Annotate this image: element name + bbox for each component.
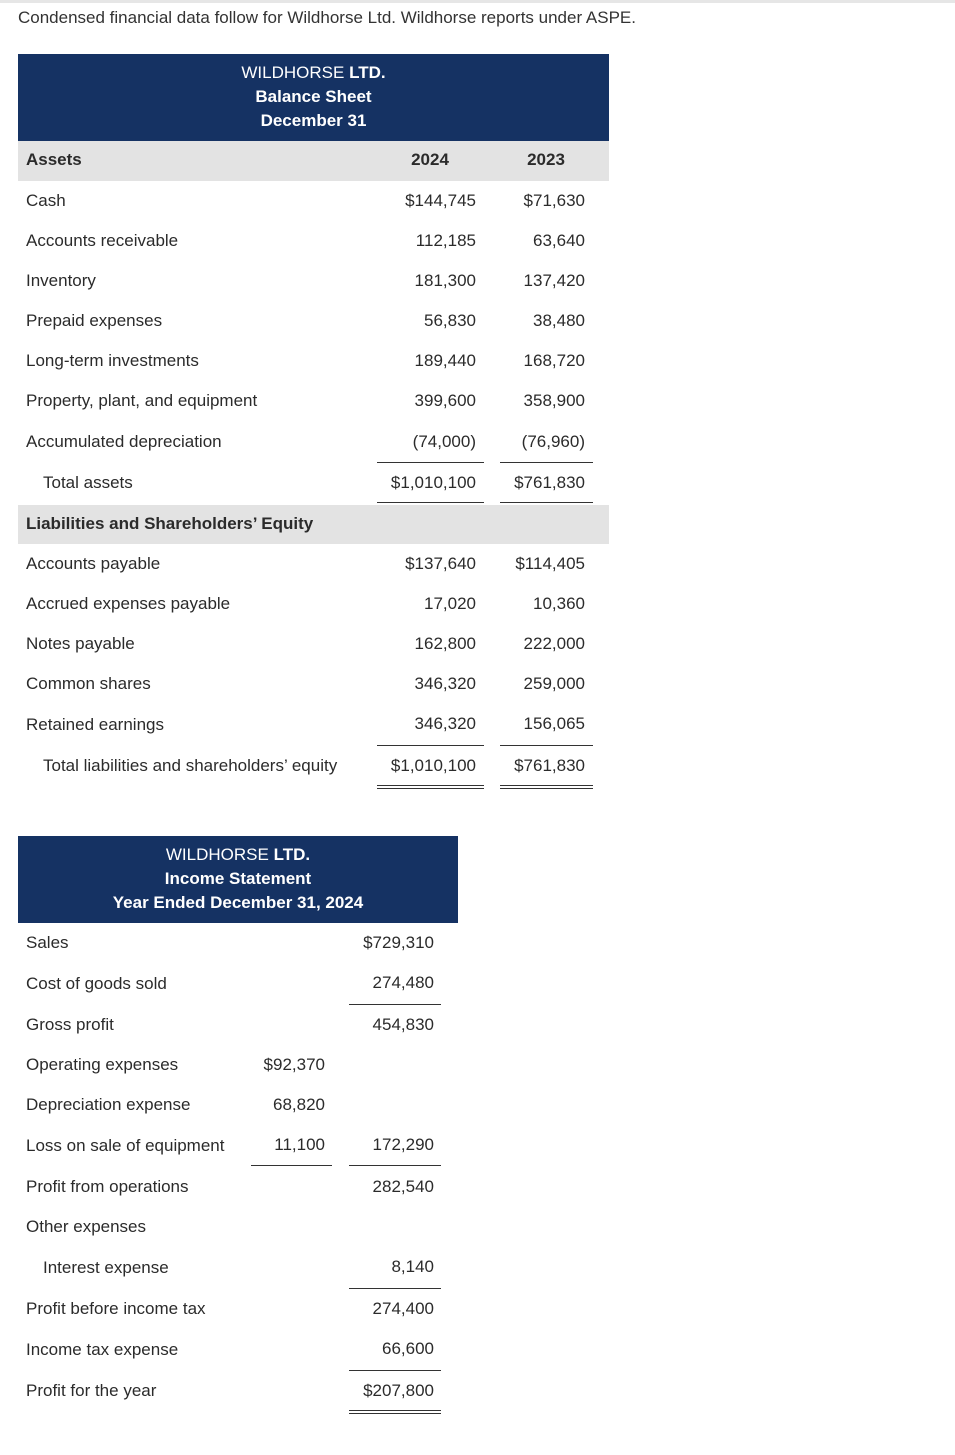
is-outer-value: 8,140 xyxy=(391,1257,434,1276)
bs-value-2024: 189,440 xyxy=(414,351,476,370)
is-row-label: Loss on sale of equipment xyxy=(26,1136,225,1155)
bs-row-label: Long-term investments xyxy=(26,351,199,370)
bs-row-label: Notes payable xyxy=(26,634,135,653)
bs-row-label: Prepaid expenses xyxy=(26,311,163,330)
bs-value-2024: 112,185 xyxy=(415,231,476,250)
is-title: Income Statement xyxy=(164,869,312,888)
balance-sheet-header xyxy=(18,54,609,141)
is-row-label: Income tax expense xyxy=(26,1340,179,1359)
subtotal-rule xyxy=(349,1004,441,1005)
bs-value-2024: 162,800 xyxy=(414,634,476,653)
subtotal-rule xyxy=(377,462,484,463)
bs-value-2024: 346,320 xyxy=(414,714,476,733)
is-outer-value: 172,290 xyxy=(372,1135,434,1154)
bs-value-2024: 399,600 xyxy=(414,391,476,410)
is-row-label: Interest expense xyxy=(43,1258,169,1277)
is-row-label: Depreciation expense xyxy=(26,1095,191,1114)
bs-row-label: Accounts receivable xyxy=(26,231,179,250)
subtotal-rule xyxy=(349,1370,441,1371)
total-liabilities-2024: $1,010,100 xyxy=(390,756,476,775)
bs-value-2023: 259,000 xyxy=(523,674,585,693)
bs-value-2023: 358,900 xyxy=(523,391,585,410)
is-inner-value: $92,370 xyxy=(263,1055,325,1074)
is-outer-value: 66,600 xyxy=(382,1339,434,1358)
bs-value-2023: 168,720 xyxy=(523,351,585,370)
bs-row-label: Common shares xyxy=(26,674,151,693)
bs-value-2024: 181,300 xyxy=(414,271,476,290)
assets-heading: Assets xyxy=(26,150,82,169)
bs-value-2023: 156,065 xyxy=(523,714,585,733)
is-company: WILDHORSE LTD. xyxy=(165,845,311,864)
bs-value-2024: $144,745 xyxy=(405,191,476,210)
subtotal-rule xyxy=(500,462,593,463)
bs-value-2023: $71,630 xyxy=(523,191,585,210)
bs-value-2024: 17,020 xyxy=(424,594,476,613)
total-double-rule xyxy=(500,785,593,789)
bs-value-2023: 10,360 xyxy=(533,594,585,613)
is-row-label: Profit from operations xyxy=(26,1177,189,1196)
bs-value-2023: $114,405 xyxy=(515,554,585,573)
subtotal-rule xyxy=(500,745,593,746)
is-period: Year Ended December 31, 2024 xyxy=(112,893,364,912)
total-assets-label: Total assets xyxy=(43,473,133,492)
total-assets-2023: $761,830 xyxy=(514,473,585,492)
bs-value-2024: (74,000) xyxy=(412,432,476,451)
is-row-label: Operating expenses xyxy=(26,1055,179,1074)
is-row-label: Cost of goods sold xyxy=(26,974,167,993)
bs-row-label: Inventory xyxy=(26,271,96,290)
bs-value-2024: 346,320 xyxy=(414,674,476,693)
bs-value-2023: 63,640 xyxy=(533,231,585,250)
is-outer-value: 454,830 xyxy=(372,1015,434,1034)
col-2023-heading: 2023 xyxy=(527,150,565,169)
bs-value-2023: 38,480 xyxy=(533,311,585,330)
bs-value-2023: (76,960) xyxy=(521,432,585,451)
bs-value-2023: 137,420 xyxy=(523,271,585,290)
is-outer-value: $207,800 xyxy=(363,1381,434,1400)
income-statement-header xyxy=(18,836,458,923)
bs-title: Balance Sheet xyxy=(255,87,372,106)
is-outer-value: $729,310 xyxy=(363,933,434,952)
bs-row-label: Retained earnings xyxy=(26,715,164,734)
bs-company: WILDHORSE LTD. xyxy=(241,63,386,82)
is-row-label: Profit before income tax xyxy=(26,1299,206,1318)
bs-value-2023: 222,000 xyxy=(523,634,585,653)
subtotal-rule xyxy=(349,1165,441,1166)
is-inner-value: 68,820 xyxy=(273,1095,325,1114)
bs-date: December 31 xyxy=(260,111,367,130)
bs-value-2024: $137,640 xyxy=(405,554,476,573)
is-outer-value: 274,400 xyxy=(372,1299,434,1318)
top-border xyxy=(0,0,955,3)
subtotal-rule xyxy=(251,1165,332,1166)
is-row-label: Sales xyxy=(26,933,69,952)
subtotal-rule xyxy=(377,745,484,746)
liabilities-heading: Liabilities and Shareholders’ Equity xyxy=(26,514,314,533)
subtotal-rule xyxy=(349,1288,441,1289)
bs-row-label: Property, plant, and equipment xyxy=(26,391,258,410)
total-liabilities-label: Total liabilities and shareholders’ equity xyxy=(43,756,338,775)
bs-row-label: Accounts payable xyxy=(26,554,161,573)
col-2024-heading: 2024 xyxy=(411,150,449,169)
is-row-label: Profit for the year xyxy=(26,1381,157,1400)
is-inner-value: 11,100 xyxy=(274,1135,325,1154)
is-outer-value: 282,540 xyxy=(372,1177,434,1196)
bs-row-label: Cash xyxy=(26,191,66,210)
is-row-label: Other expenses xyxy=(26,1217,147,1236)
is-outer-value: 274,480 xyxy=(372,973,434,992)
bs-row-label: Accumulated depreciation xyxy=(26,432,222,451)
bs-value-2024: 56,830 xyxy=(424,311,476,330)
total-double-rule xyxy=(377,785,484,789)
bs-row-label: Accrued expenses payable xyxy=(26,594,231,613)
intro-text: Condensed financial data follow for Wildhorse Ltd. Wildhorse reports under ASPE. xyxy=(18,8,636,27)
is-row-label: Gross profit xyxy=(26,1015,114,1034)
total-assets-2024: $1,010,100 xyxy=(390,473,476,492)
total-liabilities-2023: $761,830 xyxy=(514,756,585,775)
total-double-rule xyxy=(349,1410,441,1414)
